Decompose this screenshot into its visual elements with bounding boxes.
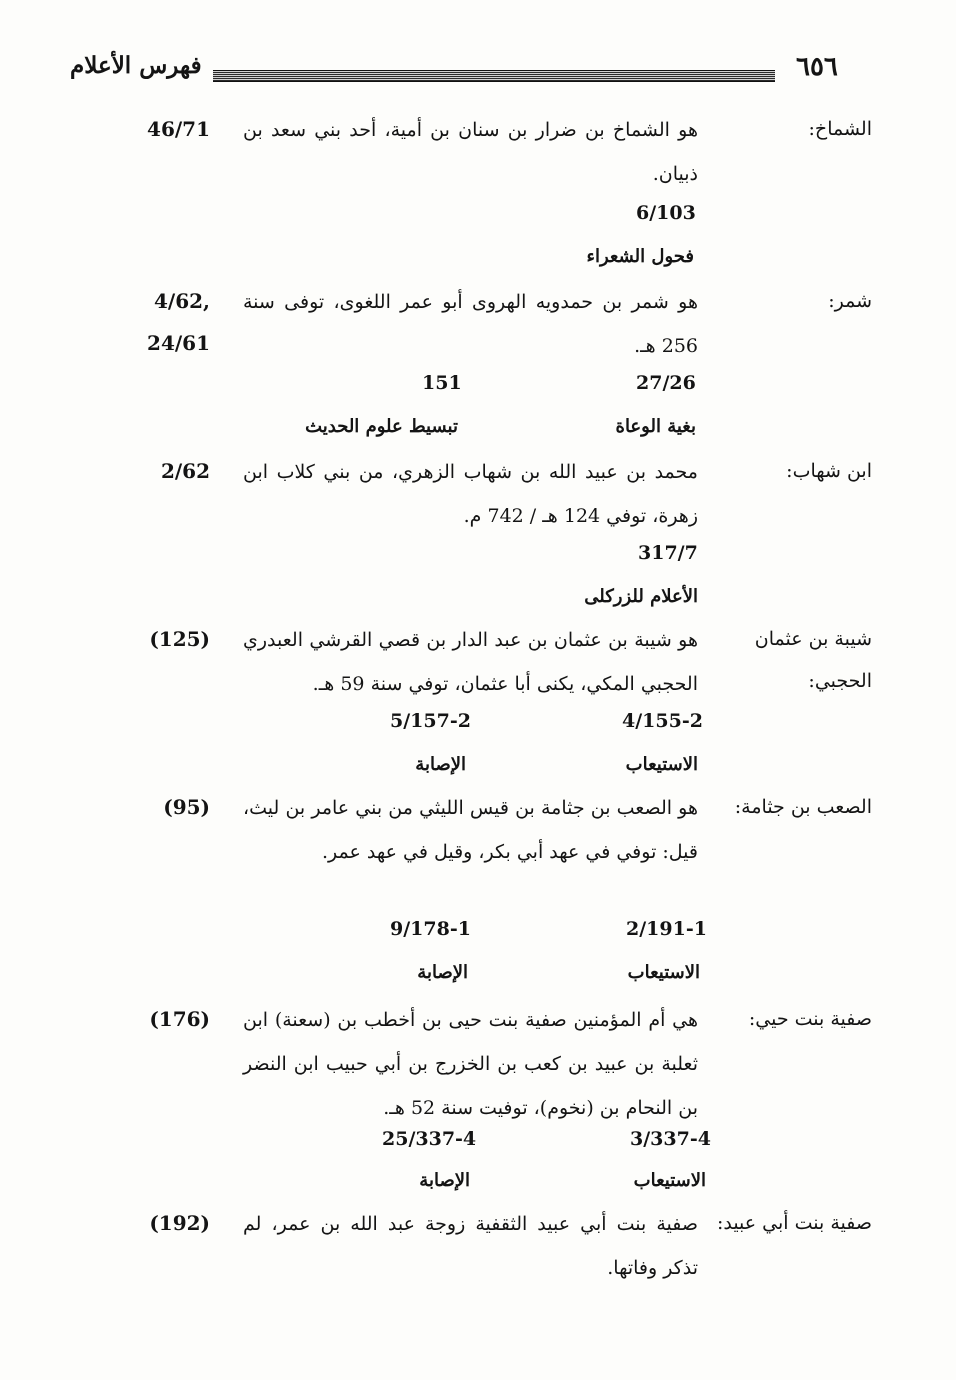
entry-reference: 2/62 — [160, 459, 210, 483]
entry-name: صفية بنت حيي: — [748, 1008, 872, 1030]
entry-reference: 46/71 — [147, 117, 210, 141]
citation: 27/26 — [636, 372, 696, 394]
entry-description: هو الصعب بن جثامة بن قيس الليثي من بني عامر بن ليث، قيل: توفي في عهد أبي بكر، وقيل في عهد عمر. — [243, 797, 698, 863]
entry-name: صفية بنت أبي عبيد: — [716, 1212, 872, 1234]
page-number: ٦٥٦ — [796, 52, 838, 82]
source-title: الإصابة — [417, 962, 468, 983]
source-title: تبسيط علوم الحديث — [305, 416, 458, 437]
source-title: الاستيعاب — [633, 1170, 706, 1191]
entry-reference: (192) — [149, 1211, 210, 1235]
source-title: بغية الوعاة — [615, 416, 696, 437]
entry-name: ابن شهاب: — [786, 460, 872, 482]
entry-description: محمد بن عبيد الله بن شهاب الزهري، من بني كلاب ابن زهرة، توفي 124 هـ / 742 م. — [243, 461, 698, 527]
header-rule — [213, 70, 775, 82]
entry-description: هو شمر بن حمدويه الهروى أبو عمر اللغوى، توفى سنة 256 هـ. — [243, 291, 698, 357]
citation: 151 — [422, 372, 462, 394]
source-title: الأعلام للزركلى — [584, 586, 698, 607]
entry-description: هي أم المؤمنين صفية بنت حيى بن أخطب بن (سعنة) ابن ثعلبة بن عبيد بن كعب بن الخزرج بن أبي حبيب ابن النضر بن النحام بن (نخوم)، توفيت سنة 52 هـ. — [243, 1009, 698, 1119]
citation: 25/337-4 — [382, 1128, 477, 1150]
source-title: الإصابة — [419, 1170, 470, 1191]
entry-name: الصعب بن جثامة: — [734, 796, 872, 818]
entry-reference: 4/62, 24/61 — [147, 289, 210, 355]
entry-reference: (176) — [149, 1007, 210, 1031]
citation: 2/191-1 — [626, 918, 707, 940]
entry-description: هو الشماخ بن ضرار بن سنان بن أمية، أحد بني سعد بن ذبيان. — [243, 119, 698, 185]
source-title: الاستيعاب — [627, 962, 700, 983]
citation: 5/157-2 — [390, 710, 471, 732]
citation: 317/7 — [638, 542, 698, 564]
entry-reference: (125) — [149, 627, 210, 651]
source-title: الإصابة — [415, 754, 466, 775]
citation: 6/103 — [636, 202, 696, 224]
entry-name: شمر: — [828, 290, 872, 312]
source-title: فحول الشعراء — [586, 246, 694, 267]
entry-reference: (95) — [163, 795, 210, 819]
entry-name: شيبة بن عثمان الحجبي: — [754, 628, 872, 692]
citation: 4/155-2 — [622, 710, 703, 732]
citation: 9/178-1 — [390, 918, 471, 940]
citation: 3/337-4 — [630, 1128, 711, 1150]
entry-description: هو شيبة بن عثمان بن عبد الدار بن قصي القرشي العبدري الحجبي المكي، يكنى أبا عثمان، توفي سنة 59 هـ. — [243, 629, 698, 695]
running-title: فهرس الأعلام — [70, 52, 202, 79]
source-title: الاستيعاب — [625, 754, 698, 775]
entry-name: الشماخ: — [808, 118, 872, 140]
entry-description: صفية بنت أبي عبيد الثقفية زوجة عبد الله بن عمر، لم تذكر وفاتها. — [243, 1213, 698, 1279]
